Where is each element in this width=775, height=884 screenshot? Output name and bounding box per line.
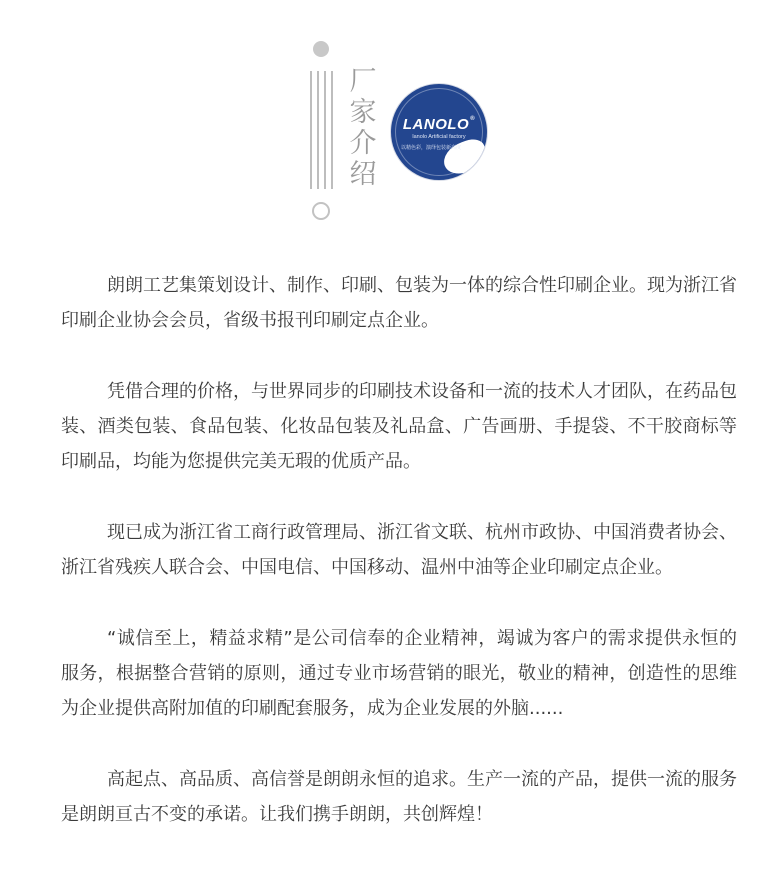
paragraph-spirit: “诚信至上，精益求精”是公司信奉的企业精神，竭诚为客户的需求提供永恒的服务，根据整合营销的原则，通过专业市场营销的眼光，敬业的精神，创造性的思维为企业提供高附加值的印刷配套服务，成为企业发展的外脑...... <box>61 628 737 719</box>
paragraph-capabilities: 凭借合理的价格，与世界同步的印刷技术设备和一流的技术人才团队，在药品包装、酒类包装、食品包装、化妆品包装及礼品盒、广告画册、手提袋、不干胶商标等印刷品，均能为您提供完美无瑕的优质产品。 <box>61 381 737 472</box>
decorative-dot <box>313 41 329 57</box>
logo-tagline: 以精色彩，演绎包装新高度 <box>401 145 462 151</box>
article-body <box>61 268 737 832</box>
logo-brand: LANOLO® <box>402 116 476 133</box>
paragraph-commitment: 高起点、高品质、高信誉是朗朗永恒的追求。生产一流的产品，提供一流的服务是朗朗亘古不变的承诺。让我们携手朗朗，共创辉煌！ <box>61 769 737 825</box>
decorative-vertical-lines <box>310 71 334 189</box>
paragraph-clients: 现已成为浙江省工商行政管理局、浙江省文联、杭州市政协、中国消费者协会、浙江省残疾人联合会、中国电信、中国移动、温州中油等企业印刷定点企业。 <box>61 522 737 578</box>
decorative-ring <box>312 202 330 220</box>
section-header <box>0 0 775 240</box>
logo-subtitle: lanolo Artificial factory <box>412 134 466 140</box>
company-logo <box>391 84 487 180</box>
section-title: 厂家介绍 <box>349 66 377 190</box>
paragraph-intro: 朗朗工艺集策划设计、制作、印刷、包装为一体的综合性印刷企业。现为浙江省印刷企业协会会员，省级书报刊印刷定点企业。 <box>61 275 737 331</box>
